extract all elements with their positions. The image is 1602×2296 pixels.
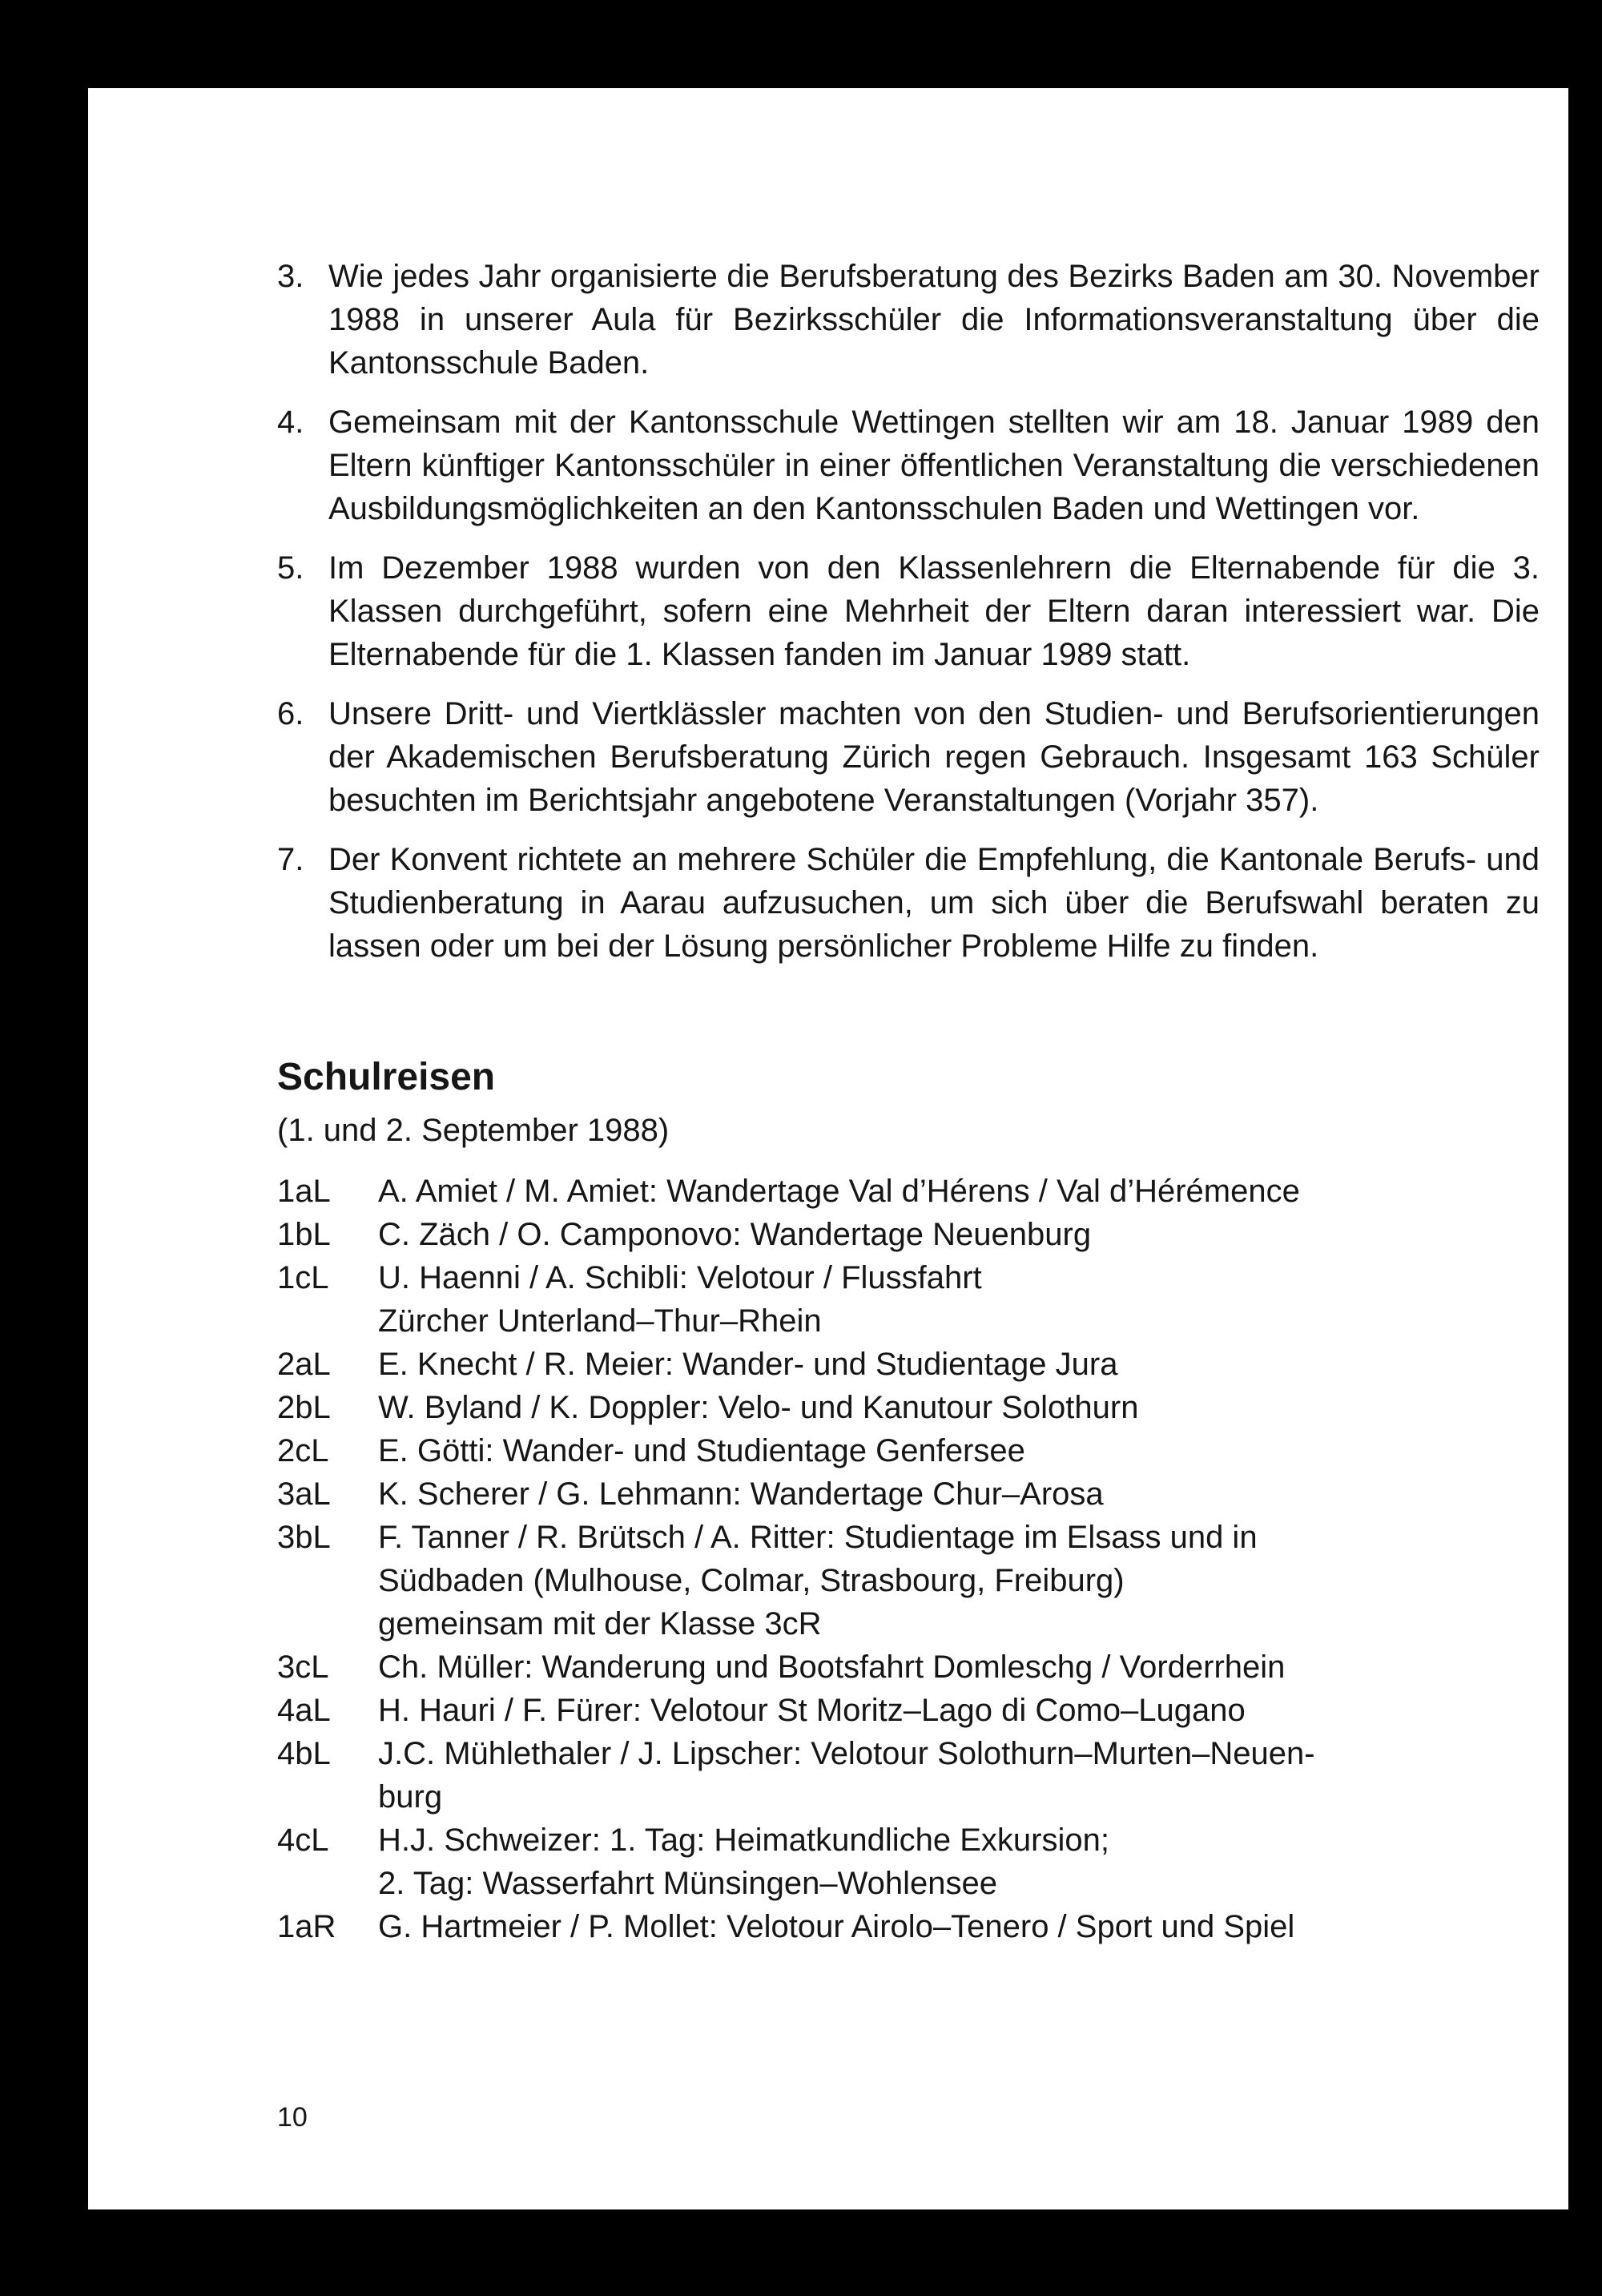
trip-line: Zürcher Unterland–Thur–Rhein: [378, 1303, 822, 1339]
trip-class: 4aL: [277, 1693, 331, 1728]
trip-class: 2bL: [277, 1390, 331, 1425]
trip-class: 4cL: [277, 1823, 329, 1858]
trip-row: [277, 1689, 1540, 1732]
numbered-item: [277, 692, 1540, 822]
trip-description: [378, 1516, 1540, 1645]
item-number: 5.: [277, 550, 304, 586]
trip-class: 4bL: [277, 1736, 331, 1771]
trip-line: F. Tanner / R. Brütsch / A. Ritter: Studientage im Elsass und in: [378, 1520, 1258, 1555]
trip-row: [277, 1905, 1540, 1948]
trip-row: [277, 1256, 1540, 1343]
item-number: 6.: [277, 696, 304, 731]
trip-line: Ch. Müller: Wanderung und Bootsfahrt Domleschg / Vorderrhein: [378, 1649, 1286, 1685]
trips-list: [277, 1170, 1540, 1948]
trip-row: [277, 1819, 1540, 1905]
trip-description: [378, 1472, 1540, 1516]
trip-line: A. Amiet / M. Amiet: Wandertage Val d’Hérens / Val d’Hérémence: [378, 1174, 1300, 1209]
trip-description: [378, 1429, 1540, 1472]
trip-row: [277, 1213, 1540, 1256]
trip-class: 1aL: [277, 1174, 331, 1209]
trip-line: U. Haenni / A. Schibli: Velotour / Flussfahrt: [378, 1260, 982, 1295]
item-number: 7.: [277, 842, 304, 877]
document-page: [88, 88, 1568, 2209]
numbered-item: [277, 546, 1540, 676]
trip-description: [378, 1905, 1540, 1948]
numbered-item: [277, 255, 1540, 385]
trip-line: K. Scherer / G. Lehmann: Wandertage Chur–Arosa: [378, 1476, 1104, 1512]
item-text: Gemeinsam mit der Kantonsschule Wettingen stellten wir am 18. Januar 1989 den Eltern künftiger Kantonsschüler in einer öffentlichen Veranstaltung die verschiedenen Ausbildungsmöglichkeiten an den Kantonsschulen Baden und Wettingen vor.: [328, 405, 1540, 526]
trip-row: [277, 1343, 1540, 1386]
trip-class: 1bL: [277, 1217, 331, 1252]
trip-line: H. Hauri / F. Fürer: Velotour St Moritz–Lago di Como–Lugano: [378, 1693, 1246, 1728]
trip-line: 2. Tag: Wasserfahrt Münsingen–Wohlensee: [378, 1866, 998, 1901]
numbered-list: [277, 255, 1540, 968]
numbered-item: [277, 838, 1540, 968]
trip-row: [277, 1732, 1540, 1819]
trip-class: 1aR: [277, 1909, 336, 1944]
section-heading: Schulreisen: [277, 1056, 496, 1098]
trip-class: 2cL: [277, 1433, 329, 1468]
item-text: Im Dezember 1988 wurden von den Klassenlehrern die Elternabende für die 3. Klassen durchgeführt, sofern eine Mehrheit der Eltern daran interessiert war. Die Elternabende für die 1. Klassen fanden im Januar 1989 statt.: [328, 550, 1540, 672]
trip-class: 2aL: [277, 1347, 331, 1382]
trip-description: [378, 1645, 1540, 1689]
trip-description: [378, 1819, 1540, 1905]
trip-line: H.J. Schweizer: 1. Tag: Heimatkundliche Exkursion;: [378, 1823, 1109, 1858]
trip-line: G. Hartmeier / P. Mollet: Velotour Airolo–Tenero / Sport und Spiel: [378, 1909, 1295, 1944]
item-number: 4.: [277, 405, 304, 440]
trip-line: gemeinsam mit der Klasse 3cR: [378, 1606, 822, 1641]
page-number: 10: [277, 2102, 308, 2133]
trip-line: W. Byland / K. Doppler: Velo- und Kanutour Solothurn: [378, 1390, 1139, 1425]
item-number: 3.: [277, 259, 304, 294]
trip-description: [378, 1256, 1540, 1343]
trip-line: C. Zäch / O. Camponovo: Wandertage Neuenburg: [378, 1217, 1092, 1252]
trip-row: [277, 1386, 1540, 1429]
trip-row: [277, 1516, 1540, 1645]
trip-row: [277, 1429, 1540, 1472]
section-subtitle: (1. und 2. September 1988): [277, 1113, 670, 1148]
trip-row: [277, 1472, 1540, 1516]
item-text: Der Konvent richtete an mehrere Schüler die Empfehlung, die Kantonale Berufs- und Studienberatung in Aarau aufzusuchen, um sich über die Berufswahl beraten zu lassen oder um bei der Lösung persönlicher Probleme Hilfe zu finden.: [328, 842, 1540, 964]
trip-row: [277, 1645, 1540, 1689]
item-text: Unsere Dritt- und Viertklässler machten von den Studien- und Berufsorientierungen der Akademischen Berufsberatung Zürich regen Gebrauch. Insgesamt 163 Schüler besuchten im Berichtsjahr angebotene Veranstaltungen (Vorjahr 357).: [328, 696, 1540, 818]
item-text: Wie jedes Jahr organisierte die Berufsberatung des Bezirks Baden am 30. November 1988 in unserer Aula für Bezirksschüler die Informationsveranstaltung über die Kantonsschule Baden.: [328, 259, 1540, 381]
trip-row: [277, 1170, 1540, 1213]
trip-class: 1cL: [277, 1260, 329, 1295]
trip-description: [378, 1732, 1540, 1819]
trip-line: E. Götti: Wander- und Studientage Genfersee: [378, 1433, 1025, 1468]
trip-line: Südbaden (Mulhouse, Colmar, Strasbourg, Freiburg): [378, 1563, 1125, 1598]
trip-description: [378, 1386, 1540, 1429]
trip-description: [378, 1343, 1540, 1386]
page-content: [277, 255, 1540, 1948]
trip-description: [378, 1689, 1540, 1732]
trip-line: J.C. Mühlethaler / J. Lipscher: Velotour Solothurn–Murten–Neuen-: [378, 1736, 1315, 1771]
trip-class: 3aL: [277, 1476, 331, 1512]
trip-description: [378, 1170, 1540, 1213]
trip-line: burg: [378, 1779, 443, 1815]
trip-description: [378, 1213, 1540, 1256]
trip-class: 3cL: [277, 1649, 329, 1685]
trip-line: E. Knecht / R. Meier: Wander- und Studientage Jura: [378, 1347, 1118, 1382]
numbered-item: [277, 401, 1540, 530]
trip-class: 3bL: [277, 1520, 331, 1555]
